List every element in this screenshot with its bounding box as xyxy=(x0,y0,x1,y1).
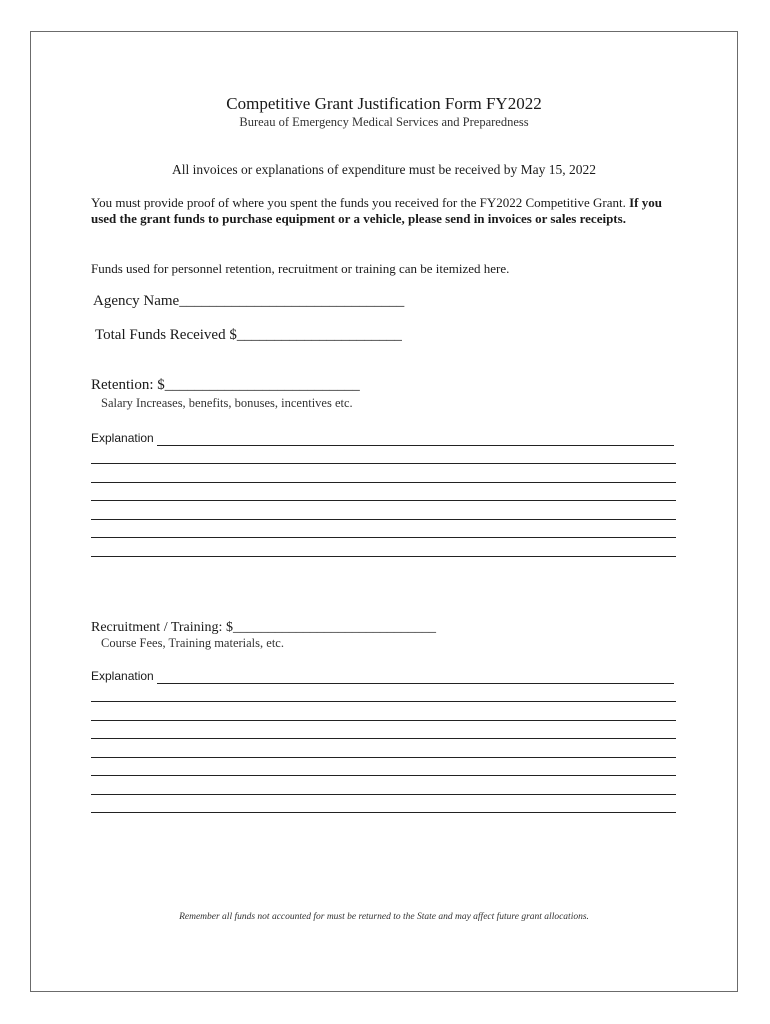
recruitment-blank[interactable]: _____________________________ xyxy=(232,620,436,635)
instructions-bold-text: If you used the grant funds to purchase equipment or a vehicle, please send in invoices or sales receipts. xyxy=(91,195,662,226)
retention-blank[interactable]: __________________________ xyxy=(164,377,360,393)
total-funds-field[interactable] xyxy=(95,327,402,344)
instructions-text: You must provide proof of where you spent the funds you received for the FY2022 Competitive Grant. xyxy=(91,195,630,210)
recruitment-explanation-line[interactable] xyxy=(91,701,676,702)
retention-explanation-line[interactable] xyxy=(157,445,674,446)
retention-explanation-line[interactable] xyxy=(91,537,676,538)
recruitment-explanation-line[interactable] xyxy=(91,794,676,795)
recruitment-explanation-line[interactable] xyxy=(91,757,676,758)
retention-hint: Salary Increases, benefits, bonuses, incentives etc. xyxy=(101,396,353,410)
retention-explanation-line[interactable] xyxy=(91,500,676,501)
form-subtitle: Bureau of Emergency Medical Services and Preparedness xyxy=(239,115,529,129)
deadline-notice: All invoices or explanations of expenditure must be received by May 15, 2022 xyxy=(171,162,597,177)
total-funds-label: Total Funds Received $ xyxy=(95,327,237,343)
recruitment-explanation-line[interactable] xyxy=(91,812,676,813)
recruitment-field[interactable] xyxy=(91,620,436,636)
recruitment-explanation-line[interactable] xyxy=(91,720,676,721)
agency-name-blank[interactable]: ______________________________ xyxy=(179,293,405,309)
footer-note: Remember all funds not accounted for must be returned to the State and may affect future grant allocations. xyxy=(179,912,589,922)
recruitment-explanation-line[interactable] xyxy=(157,683,674,684)
recruitment-hint: Course Fees, Training materials, etc. xyxy=(101,636,284,650)
retention-label: Retention: $ xyxy=(91,377,165,393)
retention-explanation-line[interactable] xyxy=(91,463,676,464)
retention-explanation-line[interactable] xyxy=(91,519,676,520)
retention-explanation-label: Explanation xyxy=(91,431,154,445)
itemize-note: Funds used for personnel retention, recruitment or training can be itemized here. xyxy=(91,261,510,276)
recruitment-explanation-line[interactable] xyxy=(91,738,676,739)
agency-name-field[interactable] xyxy=(93,293,404,310)
form-page xyxy=(30,31,738,992)
retention-field[interactable] xyxy=(91,377,360,394)
agency-name-label: Agency Name xyxy=(93,293,180,309)
retention-explanation-line[interactable] xyxy=(91,482,676,483)
recruitment-explanation-label: Explanation xyxy=(91,669,154,683)
instructions-paragraph xyxy=(91,195,681,227)
recruitment-label: Recruitment / Training: $ xyxy=(91,620,233,635)
retention-explanation-line[interactable] xyxy=(91,556,676,557)
recruitment-explanation-line[interactable] xyxy=(91,775,676,776)
total-funds-blank[interactable]: ______________________ xyxy=(236,327,402,343)
form-title: Competitive Grant Justification Form FY2022 xyxy=(226,94,542,113)
